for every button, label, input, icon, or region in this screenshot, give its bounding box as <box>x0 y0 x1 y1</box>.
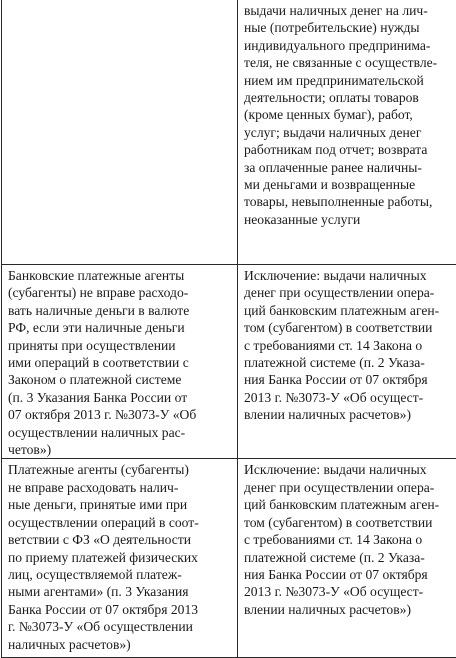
table-cell-right <box>238 265 456 459</box>
cell-text-line: 07 октября 2013 г. №3073-У «Об <box>8 406 233 423</box>
cell-text-line: ния Банка России от 07 октября <box>244 566 456 583</box>
cell-text-line: ими операций в соответствии с <box>8 354 233 371</box>
cell-text-line: влении наличных расчетов») <box>244 601 456 618</box>
cell-text-line: (субагенты) не вправе расходо- <box>8 284 233 301</box>
cell-text-line: с требованиями ст. 14 Закона о <box>244 531 456 548</box>
table-cell-left <box>2 265 238 459</box>
cell-text-line: Исключение: выдачи наличных <box>244 267 456 284</box>
table-cell-left <box>2 0 238 265</box>
cell-text-line: ными агентами» (п. 3 Указания <box>8 583 233 600</box>
cell-text-line: 2013 г. №3073-У «Об осущест- <box>244 583 456 600</box>
cell-text-line: денег при осуществлении опера- <box>244 479 456 496</box>
cell-text-line: нием им предпринимательской <box>244 72 456 89</box>
cell-text-line: товары, невыполненные работы, <box>244 193 456 210</box>
cell-text-line: лиц, осуществляемой платеж- <box>8 566 233 583</box>
cell-text-line: ные (потребительские) нужды <box>244 19 456 36</box>
cell-text-line: ветствии с ФЗ «О деятельности <box>8 531 233 548</box>
cell-text-line: 2013 г. №3073-У «Об осущест- <box>244 389 456 406</box>
table-row <box>2 459 456 658</box>
rules-table <box>1 0 456 658</box>
table-row <box>2 265 456 459</box>
cell-text-line: теля, не связанные с осуществле- <box>244 54 456 71</box>
table-cell-left <box>2 459 238 658</box>
table-cell-right <box>238 459 456 658</box>
cell-text-line: Банковские платежные агенты <box>8 267 233 284</box>
cell-text-line: осуществлении наличных рас- <box>8 424 233 441</box>
cell-text-line: вать наличные деньги в валюте <box>8 302 233 319</box>
cell-text-line: г. №3073-У «Об осуществлении <box>8 618 233 635</box>
cell-text-line: ния Банка России от 07 октября <box>244 371 456 388</box>
cell-text-line: с требованиями ст. 14 Закона о <box>244 337 456 354</box>
cell-text-line: ций банковским платежным аген- <box>244 302 456 319</box>
cell-text-line: индивидуального предпринима- <box>244 37 456 54</box>
cell-text-line: выдачи наличных денег на лич- <box>244 2 456 19</box>
cell-text-line: за оплаченные ранее наличны- <box>244 159 456 176</box>
table-cell-right <box>238 0 456 265</box>
cell-text-line: ций банковским платежным аген- <box>244 496 456 513</box>
cell-text-line: ные деньги, принятые ими при <box>8 496 233 513</box>
cell-text-line: не вправе расходовать налич- <box>8 479 233 496</box>
cell-text-line: деятельности; оплаты товаров <box>244 89 456 106</box>
cell-text-line: по приему платежей физических <box>8 549 233 566</box>
cell-text-line: неоказанные услуги <box>244 211 456 228</box>
cell-text-line: платежной системе (п. 2 Указа- <box>244 549 456 566</box>
cell-text-line: ми деньгами и возвращенные <box>244 176 456 193</box>
cell-text-line: Исключение: выдачи наличных <box>244 461 456 478</box>
cell-text-line: Платежные агенты (субагенты) <box>8 461 233 478</box>
cell-text-line: том (субагентом) в соответствии <box>244 514 456 531</box>
cell-text-line: денег при осуществлении опера- <box>244 284 456 301</box>
cell-text-line: Банка России от 07 октября 2013 <box>8 601 233 618</box>
cell-text-line: услуг; выдачи наличных денег <box>244 124 456 141</box>
table-row <box>2 0 456 265</box>
cell-text-line: приняты при осуществлении <box>8 337 233 354</box>
cell-text-line: том (субагентом) в соответствии <box>244 319 456 336</box>
cell-text-line: (п. 3 Указания Банка России от <box>8 389 233 406</box>
cell-text-line: (кроме ценных бумаг), работ, <box>244 106 456 123</box>
cell-text-line: осуществлении операций в соот- <box>8 514 233 531</box>
cell-text-line: РФ, если эти наличные деньги <box>8 319 233 336</box>
cell-text-line: Законом о платежной системе <box>8 371 233 388</box>
cell-text-line: работникам под отчет; возврата <box>244 141 456 158</box>
cell-text-line: четов») <box>8 441 233 458</box>
cell-text-line: наличных расчетов») <box>8 636 233 653</box>
cell-text-line: влении наличных расчетов») <box>244 406 456 423</box>
cell-text-line: платежной системе (п. 2 Указа- <box>244 354 456 371</box>
